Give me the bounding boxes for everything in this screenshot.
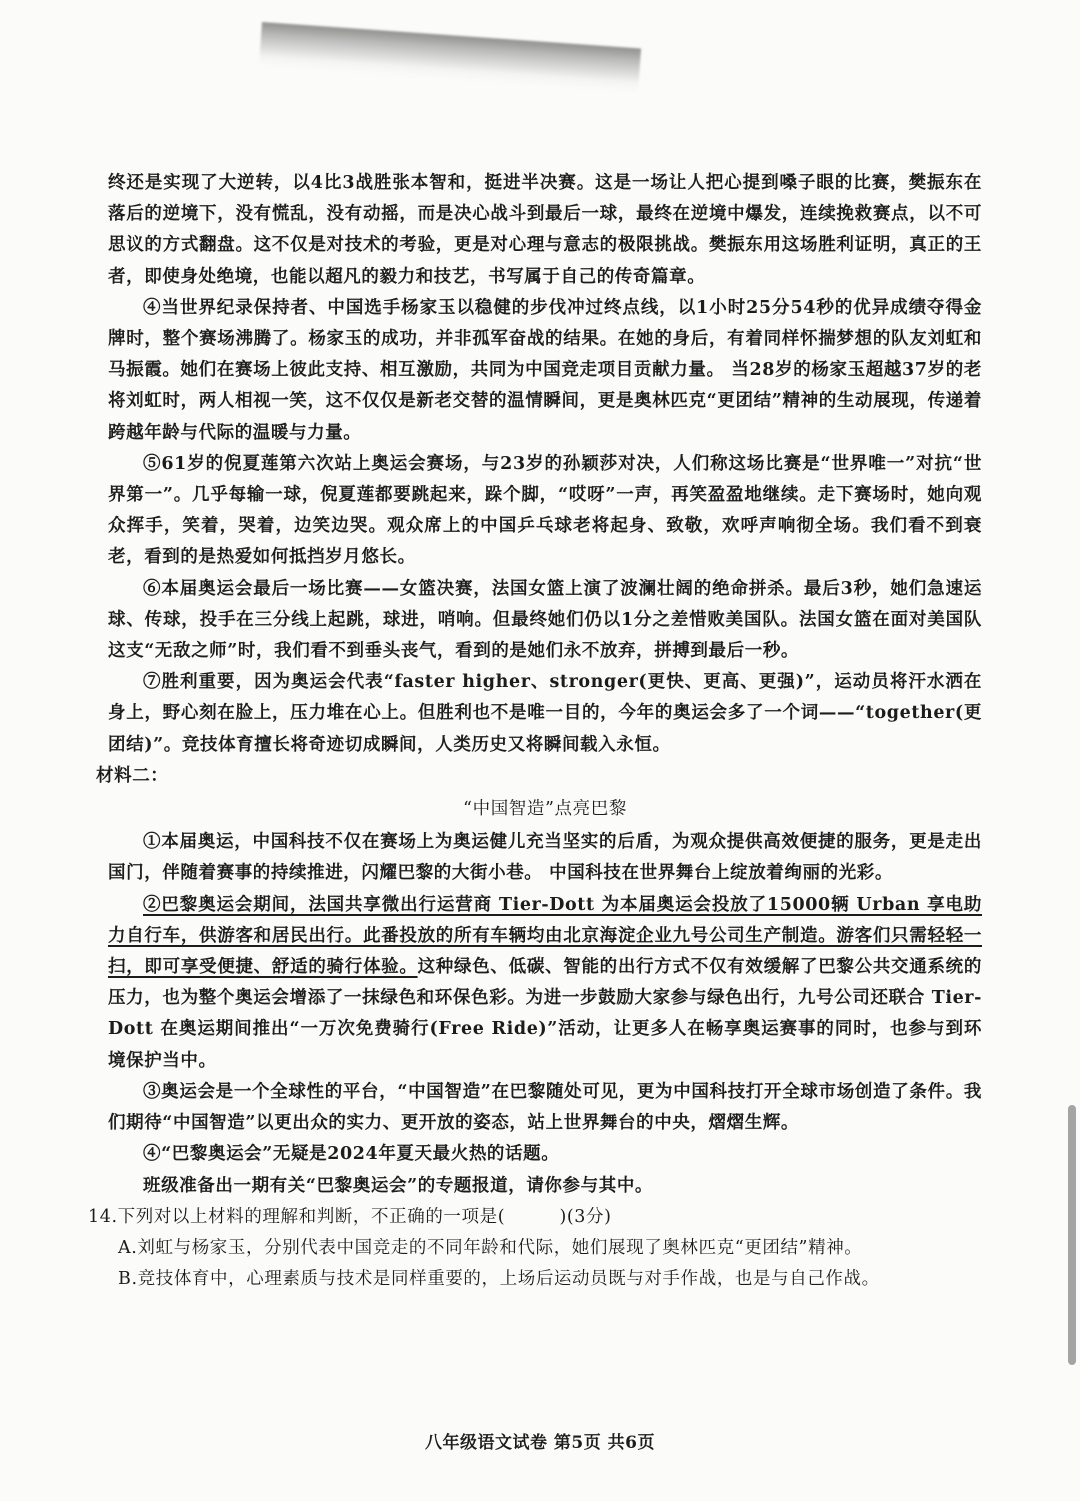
task-intro: 班级准备出一期有关“巴黎奥运会”的专题报道，请你参与其中。 xyxy=(143,1175,654,1196)
article-body xyxy=(88,168,983,1295)
paragraph-5: ⑤61岁的倪夏莲第六次站上奥运会赛场，与23岁的孙颖莎对决，人们称这场比赛是“世界唯一”对抗“世界第一”。几乎每输一球，倪夏莲都要跳起来，跺个脚，“哎呀”一声，再笑盈盈地继续。走下赛场时，她向观众挥手，笑着，哭着，边笑边哭。观众席上的中国乒乓球老将起身、致敬，欢呼声响彻全场。我们看不到衰老，看到的是热爱如何抵挡岁月悠长。 xyxy=(108,453,983,568)
material-title: “中国智造”点亮巴黎 xyxy=(463,799,627,820)
paragraph-7: ⑦胜利重要，因为奥运会代表“faster higher、stronger(更快、更高、更强)”，运动员将汗水洒在身上，野心刻在脸上，压力堆在心上。但胜利也不是唯一目的，今年的奥运会多了一个词——“together(更团结)”。竞技体育擅长将奇迹切成瞬间，人类历史又将瞬间载入永恒。 xyxy=(108,672,982,755)
material-label: 材料二： xyxy=(96,765,169,786)
material-paragraph-2 xyxy=(108,890,982,1077)
material-paragraph-1: ①本届奥运，中国科技不仅在赛场上为奥运健儿充当坚实的后盾，为观众提供高效便捷的服务，更是走出国门，伴随着赛事的持续推进，闪耀巴黎的大街小巷。 中国科技在世界舞台上绽放着绚丽的光彩。 xyxy=(108,832,982,884)
material-paragraph-3: ③奥运会是一个全球性的平台，“中国智造”在巴黎随处可见，更为中国科技打开全球市场创造了条件。我们期待“中国智造”以更出众的实力、更开放的姿态，站上世界舞台的中央，熠熠生辉。 xyxy=(108,1081,982,1134)
page-footer: 八年级语文试卷 第5页 共6页 xyxy=(425,1433,655,1453)
question-14: 14.下列对以上材料的理解和判断，不正确的一项是( )(3分) xyxy=(88,1206,612,1227)
option-b: B.竞技体育中，心理素质与技术是同样重要的，上场后运动员既与对手作战，也是与自己作战。 xyxy=(118,1269,880,1290)
paragraph-rest-text: 这种绿色、低碳、智能的出行方式不仅有效缓解了巴黎公共交通系统的压力，也为整个奥运会增添了一抹绿色和环保色彩。为进一步鼓励大家参与绿色出行，九号公司还联合 Tier-Dott 在奥运期间推出“一万次免费骑行(Free Ride)”活动，让更多人在畅享奥运赛事的同时，也参与到环境保护当中。 xyxy=(108,957,982,1071)
paragraph-1: 终还是实现了大逆转，以4比3战胜张本智和，挺进半决赛。这是一场让人把心提到嗓子眼的比赛，樊振东在落后的逆境下，没有慌乱，没有动摇，而是决心战斗到最后一球，最终在逆境中爆发，连续挽救赛点，以不可思议的方式翻盘。这不仅是对技术的考验，更是对心理与意志的极限挑战。樊振东用这场胜利证明，真正的王者，即使身处绝境，也能以超凡的毅力和技艺，书写属于自己的传奇篇章。 xyxy=(108,173,982,287)
scrollbar[interactable] xyxy=(1068,1105,1076,1365)
paragraph-4: ④当世界纪录保持者、中国选手杨家玉以稳健的步伐冲过终点线，以1小时25分54秒的优异成绩夺得金牌时，整个赛场沸腾了。杨家玉的成功，并非孤军奋战的结果。在她的身后，有着同样怀揣梦想的队友刘虹和马振霞。她们在赛场上彼此支持、相互激励，共同为中国竞走项目贡献力量。 当28岁的杨家玉超越37岁的老将刘虹时，两人相视一笑，这不仅仅是新老交替的温情瞬间，更是奥林匹克“更团结”精神的生动展现，传递着跨越年龄与代际的温暖与力量。 xyxy=(108,297,982,443)
underlined-text: ②巴黎奥运会期间，法国共享微出行运营商 Tier-Dott 为本届奥运会投放了15000辆 Urban 享电助力自行车，供游客和居民出行。此番投放的所有车辆均由北京海淀企业九号公司生产制造。游客们只需轻轻一扫，即可享受便捷、舒适的骑行体验。 xyxy=(108,894,982,978)
scan-smudge xyxy=(259,22,641,92)
option-a: A.刘虹与杨家玉，分别代表中国竞走的不同年龄和代际，她们展现了奥林匹克“更团结”精神。 xyxy=(118,1237,863,1258)
paragraph-6: ⑥本届奥运会最后一场比赛——女篮决赛，法国女篮上演了波澜壮阔的绝命拼杀。最后3秒，她们急速运球、传球，投手在三分线上起跳，球进，哨响。但最终她们仍以1分之差惜败美国队。法国女篮在面对美国队这支“无敌之师”时，我们看不到垂头丧气，看到的是她们永不放弃，拼搏到最后一秒。 xyxy=(108,578,982,662)
material-paragraph-4: ④“巴黎奥运会”无疑是2024年夏天最火热的话题。 xyxy=(143,1144,560,1165)
